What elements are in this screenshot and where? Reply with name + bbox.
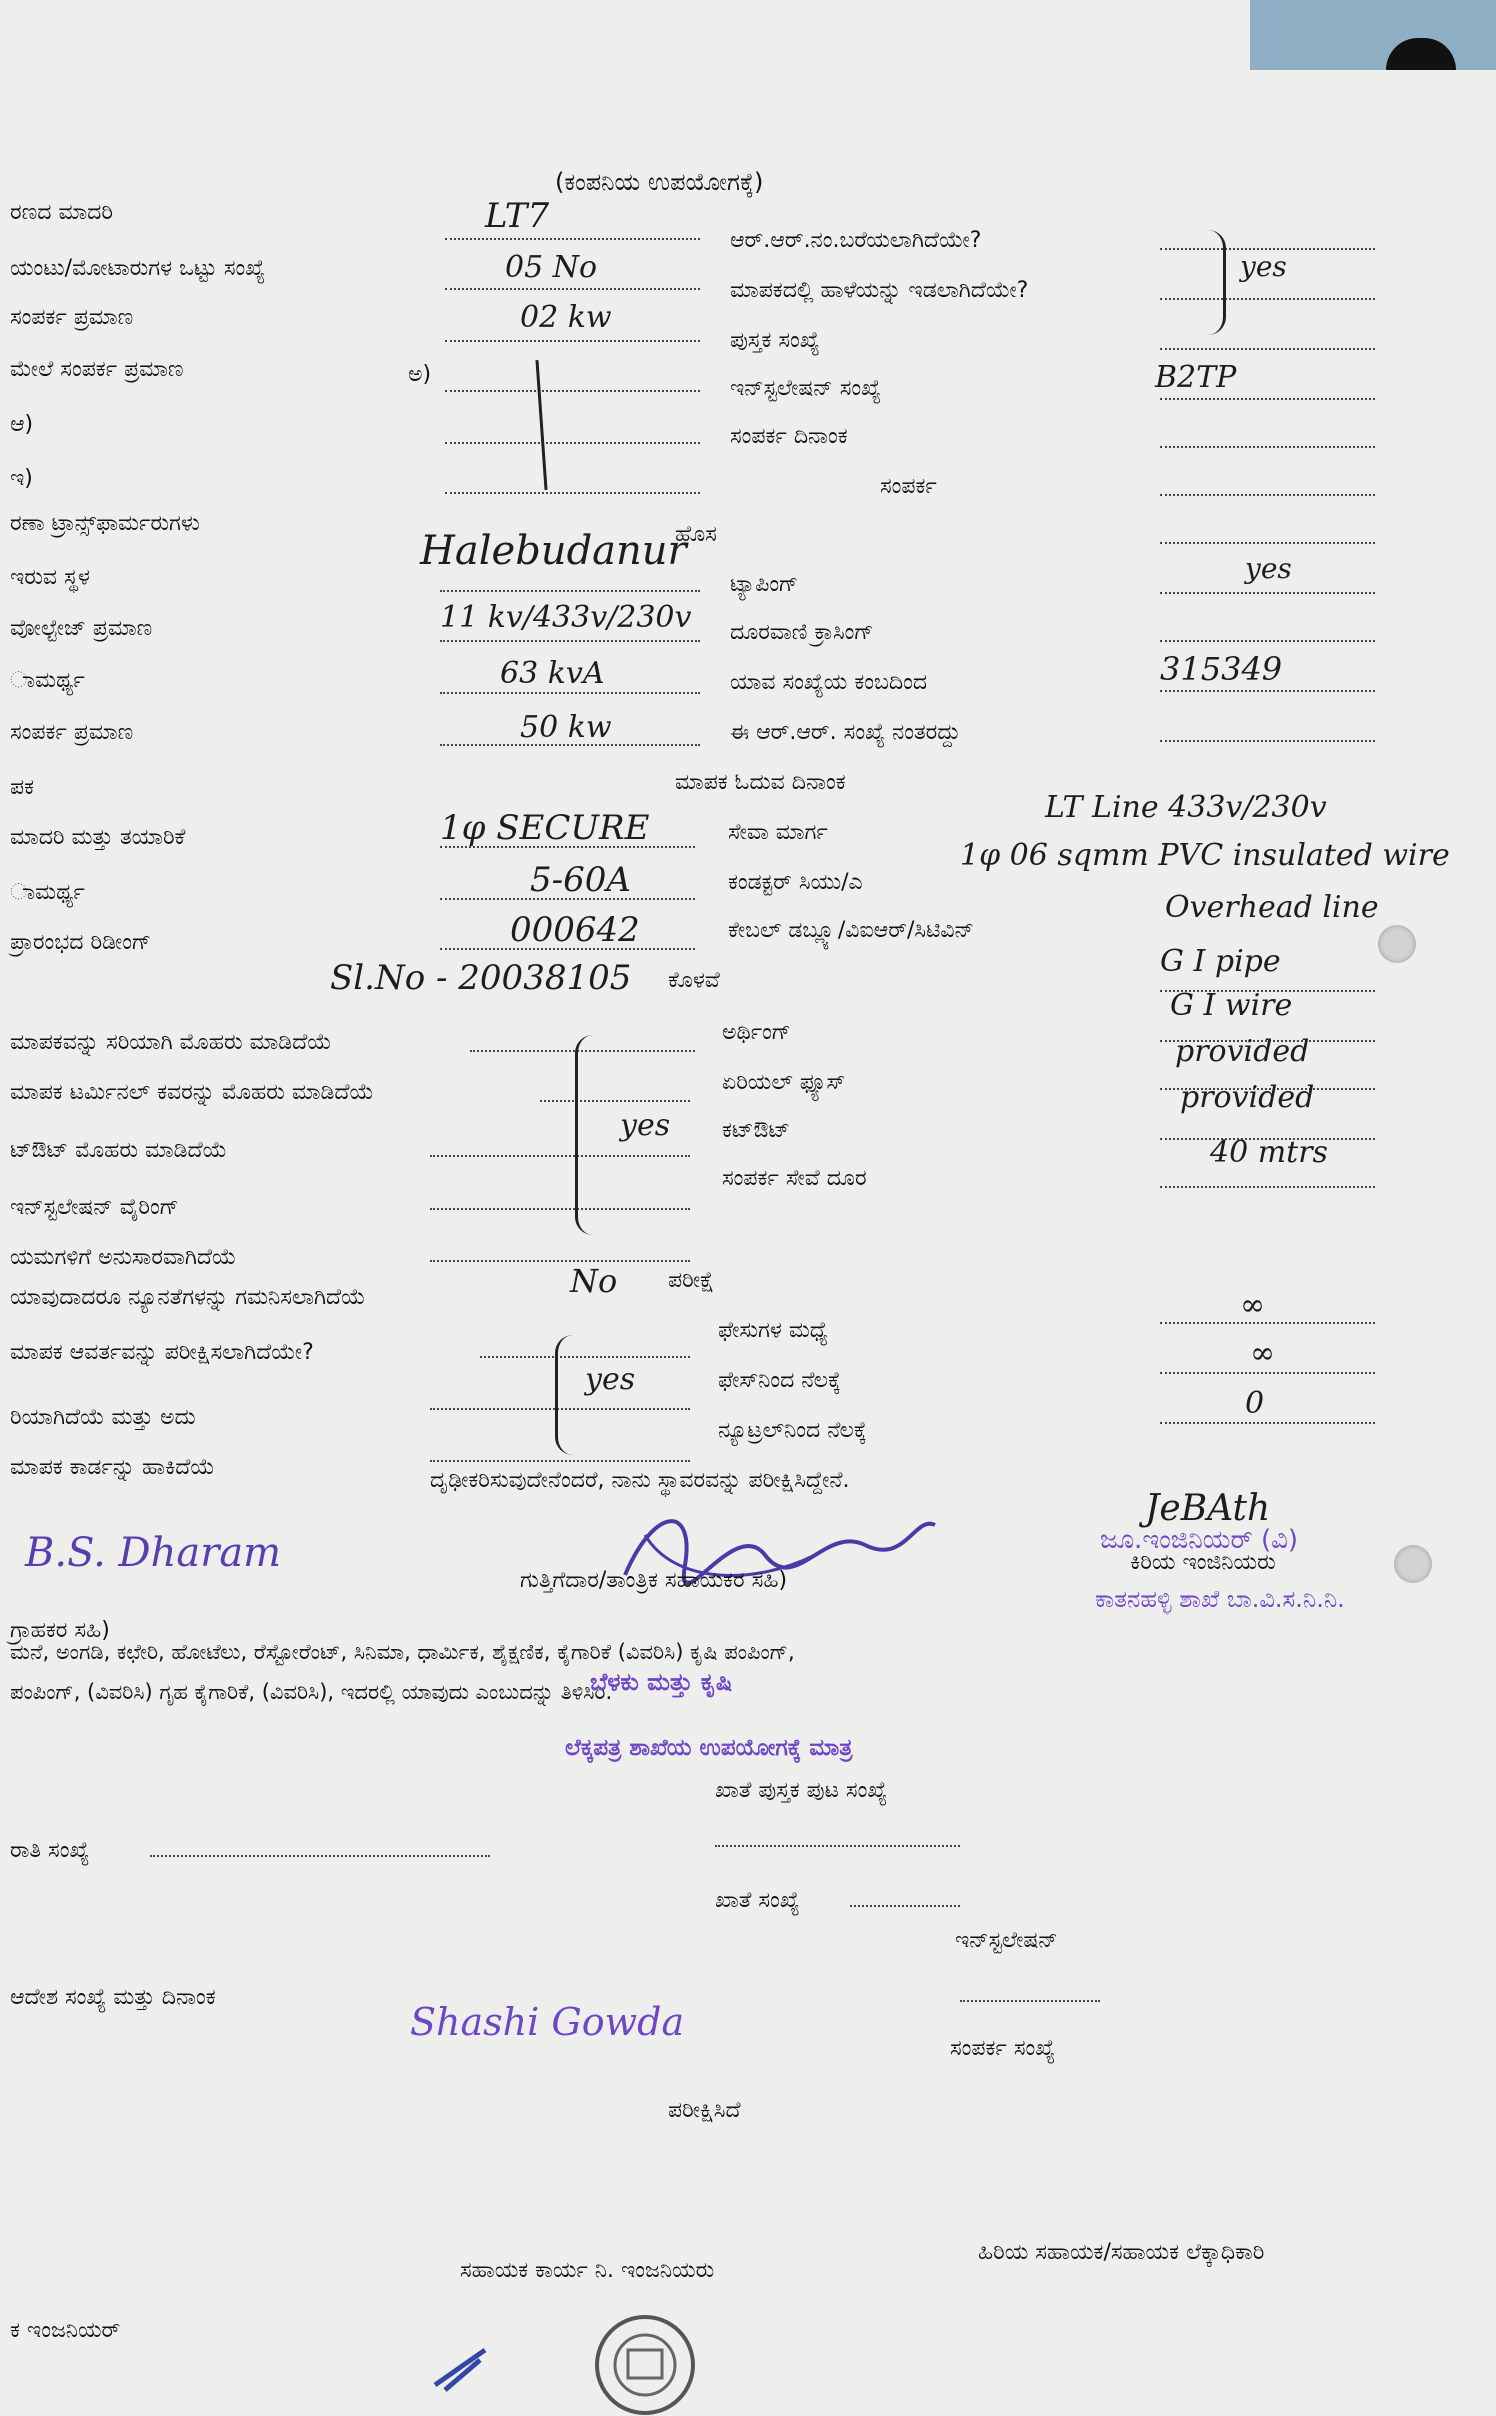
left-dotline	[540, 1100, 690, 1102]
meter-make-value: 1φ SECURE	[440, 808, 650, 848]
right-label-9: ದೂರವಾಣಿ ಕ್ರಾಸಿಂಗ್	[730, 620, 874, 645]
brace	[575, 1035, 598, 1235]
installation-label: ಇನ್‌ಸ್ಟಲೇಷನ್	[955, 1928, 1058, 1953]
left-dotline	[430, 1260, 690, 1262]
right-label-20: ಸಂಪರ್ಕ ಸೇವೆ ದೂರ	[722, 1166, 867, 1191]
consumer-signature-caption: ಗ್ರಾಹಕರ ಸಹಿ)	[10, 1618, 110, 1643]
left-dotline	[440, 692, 700, 694]
right-label-17: ಅರ್ಥಿಂಗ್	[722, 1020, 791, 1045]
left-dotline	[445, 442, 700, 444]
ledger-page-label: ಖಾತೆ ಪುಸ್ತಕ ಪುಟ ಸಂಖ್ಯೆ	[715, 1778, 888, 1803]
account-no-label: ಖಾತೆ ಸಂಖ್ಯೆ	[715, 1888, 800, 1913]
usage-stamp: ಬೆಳಕು ಮತ್ತು ಕೃಷಿ	[590, 1668, 733, 1696]
capacity-value: 63 kvA	[500, 656, 605, 691]
right-dotline	[1160, 690, 1375, 692]
left-label-23: ರಿಯಾಗಿದೆಯೆ ಮತ್ತು ಅದು	[10, 1405, 196, 1430]
right-dotline	[1160, 1186, 1375, 1188]
order-handwriting: Shashi Gowda	[410, 2000, 685, 2044]
right-dotline	[1160, 398, 1375, 400]
left-dotline	[445, 492, 700, 494]
right-label-16: ಕೊಳವೆ	[668, 968, 720, 993]
brace	[555, 1335, 578, 1455]
pole-value: 315349	[1160, 650, 1283, 688]
connected-load-value: 50 kw	[520, 710, 612, 745]
left-dotline	[440, 590, 700, 592]
left-label-13: ಮಾದರಿ ಮತ್ತು ತಯಾರಿಕೆ	[10, 825, 186, 850]
background-object	[1386, 38, 1456, 70]
right-label-7: ಹೊಸ	[675, 522, 717, 547]
serial-no-value: Sl.No - 20038105	[330, 958, 632, 998]
a-prefix: ಅ)	[408, 362, 432, 387]
right-dotline	[1160, 494, 1375, 496]
phase-phase-value: ∞	[1240, 1288, 1265, 1323]
right-label-13: ಸೇವಾ ಮಾರ್ಗ	[728, 820, 828, 845]
company-use-heading: (ಕಂಪನಿಯ ಉಪಯೋಗಕ್ಕೆ)	[555, 168, 764, 196]
distance-value: 40 mtrs	[1210, 1135, 1328, 1170]
engineer-label: ಕ ಇಂಜನಿಯರ್	[10, 2318, 121, 2343]
right-label-4: ಇನ್‌ಸ್ಟಲೇಷನ್ ಸಂಖ್ಯೆ	[730, 376, 882, 401]
account-no-line	[850, 1905, 960, 1907]
neutral-earth-value: 0	[1245, 1386, 1265, 1421]
pipe-value: G I pipe	[1160, 944, 1281, 979]
meter-capacity-value: 5-60A	[530, 860, 631, 900]
model-value: LT7	[485, 196, 550, 236]
voltage-value: 11 kv/433v/230v	[440, 600, 692, 635]
right-dotline	[1160, 298, 1375, 300]
ledger-page-line	[715, 1845, 960, 1847]
left-label-15: ಪ್ರಾರಂಭದ ರಿಡೀಂಗ್	[10, 930, 152, 955]
left-label-24: ಮಾಪಕ ಕಾರ್ಡನ್ನು ಹಾಕಿದೆಯೆ	[10, 1455, 215, 1480]
left-label-3: ಸಂಪರ್ಕ ಪ್ರಮಾಣ	[10, 305, 134, 330]
aee-label: ಸಹಾಯಕ ಕಾರ್ಯ ನಿ. ಇಂಜನಿಯರು	[460, 2258, 715, 2283]
engineer-stamp-line-1: ಜೂ.ಇಂಜಿನಿಯರ್ (ವಿ)	[1100, 1525, 1299, 1555]
right-dotline	[1160, 640, 1375, 642]
right-label-2: ಮಾಪಕದಲ್ಲಿ ಹಾಳೆಯನ್ನು ಇಡಲಾಗಿದೆಯೇ?	[730, 278, 1029, 303]
left-label-8: ಇರುವ ಸ್ಥಳ	[10, 565, 90, 590]
right-label-21: ಪರೀಕ್ಷೆ	[668, 1268, 715, 1293]
cable-value: Overhead line	[1165, 890, 1379, 925]
pen-mark	[425, 2340, 505, 2400]
right-label-1: ಆರ್.ಆರ್.ನಂ.ಬರೆಯಲಾಗಿದೆಯೇ?	[730, 228, 982, 253]
background-photo-corner	[1250, 0, 1496, 70]
left-label-18: ಟ್‌ಔಟ್ ಮೊಹರು ಮಾಡಿದೆಯೆ	[10, 1138, 228, 1163]
location-value: Halebudanur	[420, 528, 687, 574]
certification-text: ದೃಢೀಕರಿಸುವುದೇನೆಂದರೆ, ನಾನು ಸ್ಥಾವರವನ್ನು ಪರೀಕ್ಷಿಸಿದ್ದೇನೆ.	[430, 1468, 850, 1493]
aerial-fuse-value: provided	[1175, 1034, 1310, 1069]
left-label-19: ಇನ್‌ಸ್ಟಲೇಷನ್ ವೈರಿಂಗ್	[10, 1195, 179, 1220]
right-dotline	[1160, 1422, 1375, 1424]
right-dotline	[1160, 740, 1375, 742]
phase-earth-value: ∞	[1250, 1336, 1275, 1371]
right-dotline	[1160, 348, 1375, 350]
left-label-6: ಇ)	[10, 466, 33, 491]
right-label-18: ಏರಿಯಲ್ ಫ್ಯೂಸ್	[722, 1070, 846, 1095]
cutout-value: provided	[1180, 1080, 1315, 1115]
yes-group-value-2: yes	[585, 1362, 636, 1397]
brace	[1205, 230, 1226, 335]
right-label-19: ಕಟ್‌ಔಟ್	[722, 1118, 790, 1143]
office-seal	[590, 2305, 700, 2416]
left-dotline	[430, 1460, 690, 1462]
right-dotline	[1160, 446, 1375, 448]
left-label-12: ಪಕ	[10, 775, 35, 800]
right-label-12: ಮಾಪಕ ಓದುವ ದಿನಾಂಕ	[675, 770, 846, 795]
rr-yes-value: yes	[1240, 250, 1287, 283]
left-dotline	[430, 1155, 690, 1157]
checked-label: ಪರೀಕ್ಷಿಸಿದೆ	[668, 2098, 741, 2123]
left-dotline	[480, 1356, 690, 1358]
left-label-16: ಮಾಪಕವನ್ನು ಸರಿಯಾಗಿ ಮೊಹರು ಮಾಡಿದೆಯೆ	[10, 1030, 332, 1055]
defects-value: No	[570, 1262, 618, 1300]
receipt-no-label: ರಾತಿ ಸಂಖ್ಯೆ	[10, 1838, 90, 1863]
right-dotline	[1160, 542, 1375, 544]
left-label-2: ಯಂಟು/ಮೋಟಾರುಗಳ ಒಟ್ಟು ಸಂಖ್ಯೆ	[10, 256, 266, 281]
left-label-4: ಮೇಲೆ ಸಂಪರ್ಕ ಪ್ರಮಾಣ	[10, 357, 184, 382]
right-label-22: ಫೇಸುಗಳ ಮಧ್ಯೆ	[718, 1318, 828, 1343]
right-label-3: ಪುಸ್ತಕ ಸಂಖ್ಯೆ	[730, 328, 820, 353]
left-dotline	[445, 238, 700, 240]
left-dotline	[445, 288, 700, 290]
left-label-14: ಾಮರ್ಥ್ಯ	[10, 880, 85, 905]
contractor-signature-caption: ಗುತ್ತಿಗೆದಾರ/ತಾಂತ್ರಿಕ ಸಹಾಯಕರ ಸಹಿ)	[520, 1568, 788, 1593]
load-value: 02 kw	[520, 300, 612, 335]
installation-value: B2TP	[1155, 360, 1237, 395]
left-label-1: ರಣದ ಮಾದರಿ	[10, 200, 113, 225]
right-dotline	[1160, 1372, 1375, 1374]
left-label-7: ರಣಾ ಟ್ರಾನ್ಸ್‌ಫಾರ್ಮರುಗಳು	[10, 511, 200, 536]
right-label-5: ಸಂಪರ್ಕ ದಿನಾಂಕ	[730, 424, 848, 449]
left-dotline	[430, 1208, 690, 1210]
installation-line	[960, 2000, 1100, 2002]
yes-group-value: yes	[620, 1108, 671, 1143]
accounts-officer-label: ಹಿರಿಯ ಸಹಾಯಕ/ಸಹಾಯಕ ಲೆಕ್ಕಾಧಿಕಾರಿ	[978, 2240, 1265, 2265]
right-label-14: ಕಂಡಕ್ಟರ್ ಸಿಯು/ಎ	[728, 870, 863, 895]
usage-text-2: ಪಂಪಿಂಗ್, (ವಿವರಿಸಿ) ಗೃಹ ಕೈಗಾರಿಕೆ, (ವಿವರಿಸಿ), ಇದರಲ್ಲಿ ಯಾವುದು ಎಂಬುದನ್ನು ತಿಳಿಸಿರಿ.	[10, 1680, 613, 1704]
conductor-value: 1φ 06 sqmm PVC insulated wire	[960, 838, 1450, 873]
engineer-stamp-line-2: ಕಾತನಹಳ್ಳಿ ಶಾಖೆ ಬಾ.ವಿ.ಸ.ನಿ.ನಿ.	[1095, 1585, 1345, 1613]
right-dotline	[1160, 1322, 1375, 1324]
right-label-23: ಫೇಸ್‌ನಿಂದ ನೆಲಕ್ಕೆ	[718, 1368, 841, 1393]
order-no-label: ಆದೇಶ ಸಂಖ್ಯೆ ಮತ್ತು ದಿನಾಂಕ	[10, 1985, 216, 2010]
left-label-10: ಾಮರ್ಥ್ಯ	[10, 668, 85, 693]
left-label-11: ಸಂಪರ್ಕ ಪ್ರಮಾಣ	[10, 720, 134, 745]
right-dotline	[1160, 592, 1375, 594]
right-label-15: ಕೇಬಲ್ ಡಬ್ಲ್ಯೂ/ವಿಐಆರ್/ಸಿಟಿವಿನ್	[728, 918, 974, 943]
accounts-heading: ಲೆಕ್ಕಪತ್ರ ಶಾಖೆಯ ಉಪಯೋಗಕ್ಕೆ ಮಾತ್ರ	[565, 1735, 853, 1761]
left-label-5: ಆ)	[10, 412, 34, 437]
right-label-6: ಸಂಪರ್ಕ	[880, 474, 937, 499]
right-label-8: ಟ್ಯಾಪಿಂಗ್	[730, 572, 799, 597]
engineer-signature: JeBAth	[1145, 1488, 1271, 1529]
service-line-value: LT Line 433v/230v	[1045, 790, 1327, 825]
tapping-value: yes	[1245, 552, 1292, 585]
left-label-21: ಯಾವುದಾದರೂ ನ್ಯೂನತೆಗಳನ್ನು ಗಮನಿಸಲಾಗಿದೆಯೆ	[10, 1285, 366, 1310]
right-label-24: ನ್ಯೂಟ್ರಲ್‌ನಿಂದ ನೆಲಕ್ಕೆ	[718, 1418, 867, 1443]
left-dotline	[440, 640, 700, 642]
initial-reading-value: 000642	[510, 910, 640, 950]
receipt-no-line	[150, 1855, 490, 1857]
punch-hole	[1378, 925, 1416, 963]
punch-hole	[1394, 1545, 1432, 1583]
left-label-17: ಮಾಪಕ ಟರ್ಮಿನಲ್ ಕವರನ್ನು ಮೊಹರು ಮಾಡಿದೆಯೆ	[10, 1080, 374, 1105]
left-label-9: ವೋಲ್ಟೇಜ್ ಪ್ರಮಾಣ	[10, 616, 153, 641]
left-dotline	[445, 390, 700, 392]
left-label-22: ಮಾಪಕ ಆವರ್ತವನ್ನು ಪರೀಕ್ಷಿಸಲಾಗಿದೆಯೇ?	[10, 1340, 314, 1365]
consumer-signature: B.S. Dharam	[25, 1530, 282, 1576]
left-dotline	[445, 340, 700, 342]
left-label-20: ಯಮಗಳಿಗೆ ಅನುಸಾರವಾಗಿದೆಯೆ	[10, 1245, 237, 1270]
motors-value: 05 No	[505, 250, 598, 285]
usage-text-1: ಮನೆ, ಅಂಗಡಿ, ಕಛೇರಿ, ಹೋಟೆಲು, ರೆಸ್ಟೋರೆಂಟ್, ಸಿನಿಮಾ, ಧಾರ್ಮಿಕ, ಶೈಕ್ಷಣಿಕ, ಕೈಗಾರಿಕೆ (ವಿವರಿಸಿ) ಕೃಷಿ ಪಂಪಿಂಗ್,	[10, 1640, 795, 1664]
right-label-10: ಯಾವ ಸಂಖ್ಯೆಯ ಕಂಬದಿಂದ	[730, 670, 928, 695]
connection-no-label: ಸಂಪರ್ಕ ಸಂಖ್ಯೆ	[950, 2036, 1056, 2061]
right-label-11: ಈ ಆರ್.ಆರ್. ಸಂಖ್ಯೆ ನಂತರದ್ದು	[730, 720, 961, 745]
earthing-value: G I wire	[1170, 988, 1293, 1023]
engineer-caption: ಕಿರಿಯ ಇಂಜಿನಿಯರು	[1130, 1550, 1276, 1575]
